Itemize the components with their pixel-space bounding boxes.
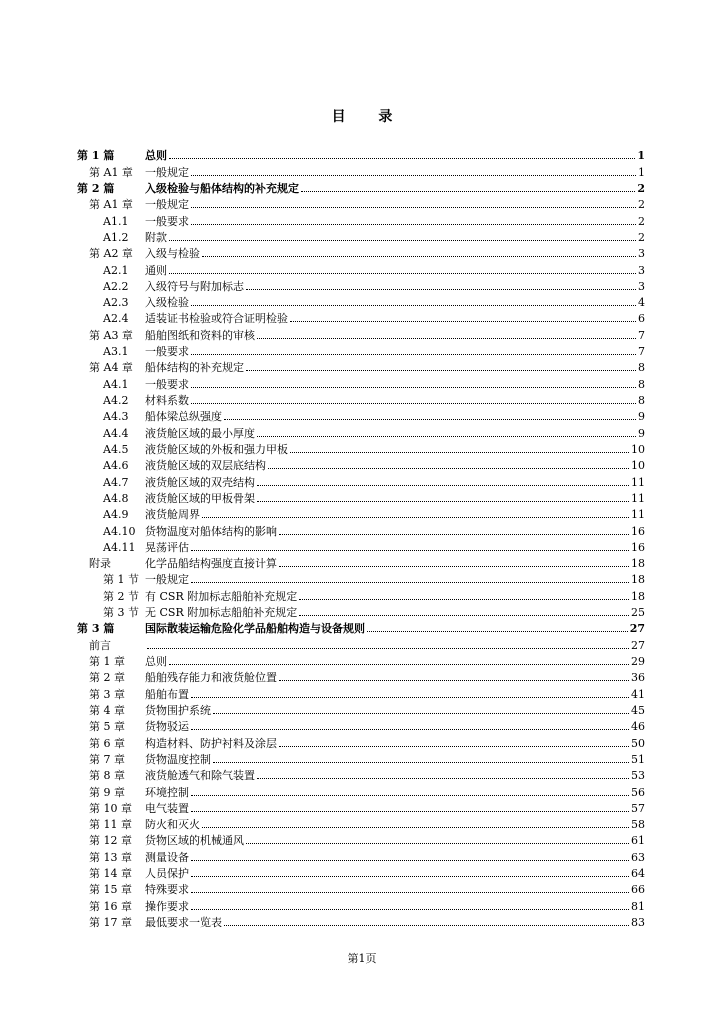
toc-entry-title: 船体结构的补充规定: [145, 361, 244, 375]
page-footer: 第1页: [347, 952, 377, 965]
toc-entry[interactable]: [77, 195, 645, 211]
toc-entry-title: 货物温度控制: [145, 752, 211, 766]
toc-entry-page: 16: [631, 540, 645, 554]
toc-entry-number: 第 4 章: [89, 703, 125, 717]
toc-entry-page: 3: [638, 279, 645, 293]
toc-entry-number: 第 15 章: [89, 883, 132, 897]
toc-entry-number: 附录: [89, 557, 111, 571]
toc-entry-number: A4.2: [103, 394, 129, 407]
toc-dot-leader: [279, 534, 629, 535]
toc-entry-page: 7: [638, 345, 645, 359]
toc-entry-title: 液货舱区域的外板和强力甲板: [145, 442, 288, 456]
toc-entry-page: 18: [631, 573, 645, 587]
toc-entry-title: 电气装置: [145, 801, 189, 815]
toc-entry[interactable]: [77, 586, 645, 602]
toc-dot-leader: [257, 485, 629, 486]
toc-entry[interactable]: [77, 896, 645, 912]
toc-entry[interactable]: [77, 244, 645, 260]
toc-entry-title: 一般要求: [145, 214, 189, 228]
toc-dot-leader: [290, 452, 629, 453]
toc-entry-page: 3: [638, 247, 645, 261]
toc-dot-leader: [169, 273, 636, 274]
toc-entry-page: 16: [631, 524, 645, 538]
toc-entry-number: 前言: [89, 638, 111, 652]
toc-entry[interactable]: [77, 521, 645, 537]
toc-entry-title: 入级符号与附加标志: [145, 279, 244, 293]
toc-entry-number: A4.5: [103, 442, 129, 456]
toc-entry-number: 第 2 章: [89, 671, 125, 685]
toc-entry-title: 操作要求: [145, 899, 189, 913]
toc-dot-leader: [191, 697, 629, 698]
toc-entry-title: 一般要求: [145, 377, 189, 391]
toc-entry-page: 4: [638, 296, 645, 310]
toc-entry-number: 第 16 章: [89, 899, 132, 913]
toc-dot-leader: [299, 599, 629, 600]
toc-entry-page: 51: [631, 752, 645, 766]
toc-entry[interactable]: [77, 179, 645, 195]
toc-entry-number: A1.1: [103, 214, 129, 228]
toc-dot-leader: [246, 370, 636, 371]
toc-dot-leader: [202, 827, 629, 828]
toc-entry-number: A2.4: [103, 312, 129, 326]
toc-entry-number: 第 8 章: [89, 769, 125, 783]
toc-entry-number: 第 3 章: [89, 687, 125, 701]
toc-dot-leader: [367, 631, 628, 632]
toc-dot-leader: [257, 778, 629, 779]
toc-entry-title: 液货舱区域的双层底结构: [145, 459, 266, 473]
toc-entry-title: 液货舱区域的双壳结构: [145, 475, 255, 489]
toc-entry-title: 液货舱区域的最小厚度: [145, 426, 255, 440]
toc-entry-page: 6: [638, 312, 645, 326]
toc-entry-title: 总则: [145, 149, 167, 163]
toc-dot-leader: [169, 240, 636, 241]
toc-entry-page: 11: [631, 475, 645, 489]
toc-entry-page: 46: [631, 720, 645, 734]
toc-dot-leader: [202, 517, 629, 518]
toc-dot-leader: [191, 582, 629, 583]
toc-entry-title: 环境控制: [145, 785, 189, 799]
toc-entry[interactable]: [77, 456, 645, 472]
toc-entry[interactable]: [77, 603, 645, 619]
toc-entry[interactable]: [77, 342, 645, 358]
toc-entry-page: 53: [631, 769, 645, 783]
toc-dot-leader: [191, 403, 636, 404]
toc-entry[interactable]: [77, 701, 645, 717]
toc-entry[interactable]: [77, 831, 645, 847]
toc-entry-number: 第 A2 章: [89, 247, 133, 261]
toc-entry-number: A1.2: [103, 230, 129, 244]
toc-entry[interactable]: [77, 913, 645, 929]
toc-entry-page: 2: [638, 230, 645, 244]
toc-dot-leader: [246, 843, 629, 844]
toc-entry-page: 58: [631, 818, 645, 832]
toc-entry-number: 第 1 篇: [77, 149, 115, 163]
toc-entry[interactable]: [77, 538, 645, 554]
toc-entry[interactable]: [77, 211, 645, 227]
toc-entry-page: 36: [631, 671, 645, 685]
toc-entry-page: 56: [631, 785, 645, 799]
toc-entry-number: 第 A3 章: [89, 328, 133, 342]
toc-entry-page: 18: [631, 557, 645, 571]
toc-dot-leader: [191, 729, 629, 730]
toc-entry-page: 9: [638, 426, 645, 440]
toc-entry-number: 第 A1 章: [89, 165, 133, 179]
toc-dot-leader: [246, 289, 636, 290]
toc-entry-number: A4.8: [103, 491, 129, 505]
toc-entry-page: 64: [631, 867, 645, 881]
toc-dot-leader: [191, 795, 629, 796]
toc-dot-leader: [169, 664, 629, 665]
table-of-contents: [77, 146, 645, 929]
toc-entry-title: 船体梁总纵强度: [145, 410, 222, 424]
toc-entry-page: 27: [629, 622, 645, 636]
toc-entry-page: 8: [638, 394, 645, 407]
toc-entry-number: A4.4: [103, 426, 129, 440]
toc-dot-leader: [147, 648, 629, 649]
toc-entry[interactable]: [77, 472, 645, 488]
toc-entry-page: 81: [631, 899, 645, 913]
toc-entry-page: 11: [631, 491, 645, 505]
toc-dot-leader: [191, 224, 636, 225]
toc-entry-number: A4.1: [103, 377, 129, 391]
toc-entry-page: 50: [631, 736, 645, 750]
toc-entry[interactable]: [77, 668, 645, 684]
toc-entry-title: 一般规定: [145, 165, 189, 179]
toc-entry-title: 国际散装运输危险化学品船舶构造与设备规则: [145, 622, 365, 636]
toc-entry-number: 第 6 章: [89, 736, 125, 750]
toc-entry-page: 2: [637, 181, 645, 195]
toc-dot-leader: [224, 925, 629, 926]
toc-entry[interactable]: [77, 684, 645, 700]
toc-dot-leader: [213, 713, 629, 714]
toc-entry-page: 9: [638, 410, 645, 424]
toc-entry[interactable]: [77, 489, 645, 505]
toc-dot-leader: [224, 419, 636, 420]
toc-entry[interactable]: [77, 880, 645, 896]
toc-dot-leader: [279, 566, 629, 567]
toc-entry[interactable]: [77, 799, 645, 815]
toc-entry[interactable]: [77, 750, 645, 766]
toc-entry-number: A3.1: [103, 345, 129, 359]
toc-entry-number: 第 2 篇: [77, 181, 115, 195]
toc-entry-number: A2.3: [103, 296, 129, 310]
toc-entry-number: 第 1 节: [103, 573, 139, 587]
toc-entry-title: 有 CSR 附加标志船舶补充规定: [145, 589, 298, 603]
toc-entry-page: 57: [631, 801, 645, 815]
toc-entry-number: A4.9: [103, 508, 129, 522]
toc-dot-leader: [299, 615, 629, 616]
toc-entry-title: 总则: [145, 655, 167, 668]
toc-entry-title: 液货舱周界: [145, 508, 200, 522]
toc-entry[interactable]: [77, 570, 645, 586]
toc-entry[interactable]: [77, 407, 645, 423]
toc-entry-page: 27: [631, 638, 645, 652]
toc-entry-title: 船舶图纸和资料的审核: [145, 328, 255, 342]
toc-dot-leader: [191, 305, 636, 306]
toc-entry[interactable]: [77, 277, 645, 293]
toc-entry-number: A4.3: [103, 410, 129, 424]
toc-entry-title: 入级检验与船体结构的补充规定: [145, 181, 299, 195]
toc-entry-number: A2.2: [103, 279, 129, 293]
toc-entry-title: 无 CSR 附加标志船舶补充规定: [145, 606, 298, 620]
toc-entry-number: 第 9 章: [89, 785, 125, 799]
toc-entry-title: 货物温度对船体结构的影响: [145, 524, 277, 538]
toc-entry[interactable]: [77, 309, 645, 325]
toc-entry[interactable]: [77, 554, 645, 570]
toc-entry-number: 第 A1 章: [89, 198, 133, 212]
toc-entry-title: 一般规定: [145, 573, 189, 587]
toc-entry-title: 货物驳运: [145, 720, 189, 734]
toc-entry-page: 1: [637, 149, 645, 163]
toc-entry-number: 第 10 章: [89, 801, 132, 815]
toc-entry-page: 1: [638, 165, 645, 179]
toc-entry-number: 第 2 节: [103, 589, 139, 603]
toc-entry-page: 10: [631, 442, 645, 456]
toc-entry[interactable]: [77, 423, 645, 439]
toc-entry[interactable]: [77, 652, 645, 668]
toc-entry-number: 第 A4 章: [89, 361, 133, 375]
toc-dot-leader: [191, 207, 636, 208]
toc-entry[interactable]: [77, 717, 645, 733]
toc-dot-leader: [191, 909, 629, 910]
toc-dot-leader: [257, 436, 636, 437]
toc-entry-page: 61: [631, 834, 645, 848]
toc-dot-leader: [191, 550, 629, 551]
toc-entry[interactable]: [77, 733, 645, 749]
toc-entry-number: A4.7: [103, 475, 129, 489]
page-title: 目 录: [331, 109, 407, 125]
toc-entry[interactable]: [77, 505, 645, 521]
toc-entry[interactable]: [77, 374, 645, 390]
toc-dot-leader: [257, 338, 636, 339]
toc-entry-number: 第 17 章: [89, 916, 132, 929]
toc-entry-page: 11: [631, 508, 645, 522]
toc-entry-title: 入级与检验: [145, 247, 200, 261]
toc-entry-number: 第 7 章: [89, 752, 125, 766]
toc-dot-leader: [213, 762, 629, 763]
toc-entry-title: 人员保护: [145, 867, 189, 881]
toc-entry-title: 液货舱透气和除气装置: [145, 769, 255, 783]
toc-entry[interactable]: [77, 815, 645, 831]
toc-entry[interactable]: [77, 864, 645, 880]
toc-dot-leader: [279, 680, 629, 681]
toc-dot-leader: [268, 468, 629, 469]
toc-dot-leader: [290, 321, 636, 322]
toc-entry-page: 7: [638, 328, 645, 342]
toc-dot-leader: [191, 811, 629, 812]
toc-entry-number: 第 11 章: [89, 818, 132, 832]
toc-entry-title: 材料系数: [145, 394, 189, 407]
toc-dot-leader: [301, 191, 635, 192]
toc-entry-title: 货物区域的机械通风: [145, 834, 244, 848]
toc-entry-number: 第 5 章: [89, 720, 125, 734]
toc-entry-page: 10: [631, 459, 645, 473]
toc-entry[interactable]: [77, 766, 645, 782]
toc-entry-page: 66: [631, 883, 645, 897]
toc-dot-leader: [191, 387, 636, 388]
toc-entry-number: 第 3 篇: [77, 622, 115, 636]
toc-entry-page: 2: [638, 198, 645, 212]
toc-entry-title: 一般规定: [145, 198, 189, 212]
toc-entry[interactable]: [77, 146, 645, 162]
toc-entry-number: 第 1 章: [89, 655, 125, 668]
toc-entry-page: 45: [631, 703, 645, 717]
toc-entry-title: 化学品船结构强度直接计算: [145, 557, 277, 571]
toc-entry-title: 通则: [145, 263, 167, 277]
toc-entry-title: 船舶残存能力和液货舱位置: [145, 671, 277, 685]
toc-entry-number: 第 3 节: [103, 606, 139, 620]
toc-entry[interactable]: [77, 847, 645, 863]
toc-entry[interactable]: [77, 228, 645, 244]
toc-entry[interactable]: [77, 162, 645, 178]
toc-dot-leader: [191, 876, 629, 877]
toc-entry-title: 特殊要求: [145, 883, 189, 897]
toc-entry-number: A4.10: [103, 524, 136, 538]
toc-entry-page: 8: [638, 361, 645, 375]
toc-entry-number: A4.6: [103, 459, 129, 473]
toc-entry[interactable]: [77, 635, 645, 651]
toc-entry-title: 一般要求: [145, 345, 189, 359]
toc-entry-title: 入级检验: [145, 296, 189, 310]
toc-dot-leader: [279, 746, 629, 747]
toc-entry-number: 第 12 章: [89, 834, 132, 848]
toc-entry[interactable]: [77, 293, 645, 309]
toc-entry-number: 第 14 章: [89, 867, 132, 881]
toc-entry[interactable]: [77, 619, 645, 635]
toc-entry-page: 63: [631, 850, 645, 864]
toc-entry-page: 3: [638, 263, 645, 277]
toc-entry[interactable]: [77, 782, 645, 798]
toc-entry[interactable]: [77, 260, 645, 276]
toc-entry-title: 货物围护系统: [145, 703, 211, 717]
toc-entry-title: 构造材料、防护衬料及涂层: [145, 736, 277, 750]
toc-entry[interactable]: [77, 325, 645, 341]
toc-entry[interactable]: [77, 358, 645, 374]
toc-entry-title: 船舶布置: [145, 687, 189, 701]
toc-entry-title: 液货舱区域的甲板骨架: [145, 491, 255, 505]
toc-entry-page: 2: [638, 214, 645, 228]
toc-entry[interactable]: [77, 391, 645, 407]
toc-entry-page: 18: [631, 589, 645, 603]
toc-entry-title: 附款: [145, 230, 167, 244]
toc-entry-title: 适装证书检验或符合证明检验: [145, 312, 288, 326]
toc-entry-page: 8: [638, 377, 645, 391]
toc-dot-leader: [191, 860, 629, 861]
toc-entry-number: A4.11: [103, 540, 136, 554]
toc-dot-leader: [191, 175, 636, 176]
toc-entry[interactable]: [77, 440, 645, 456]
toc-dot-leader: [191, 892, 629, 893]
toc-dot-leader: [202, 256, 636, 257]
toc-entry-page: 41: [631, 687, 645, 701]
toc-entry-title: 防火和灭火: [145, 818, 200, 832]
toc-entry-page: 83: [631, 916, 645, 929]
toc-entry-page: 29: [631, 655, 645, 668]
toc-dot-leader: [257, 501, 629, 502]
toc-dot-leader: [191, 354, 636, 355]
toc-entry-page: 25: [631, 606, 645, 620]
toc-entry-title: 最低要求一览表: [145, 916, 222, 929]
toc-entry-number: 第 13 章: [89, 850, 132, 864]
toc-dot-leader: [169, 158, 635, 159]
toc-entry-title: 晃荡评估: [145, 540, 189, 554]
toc-entry-title: 测量设备: [145, 850, 189, 864]
toc-entry-number: A2.1: [103, 263, 129, 277]
